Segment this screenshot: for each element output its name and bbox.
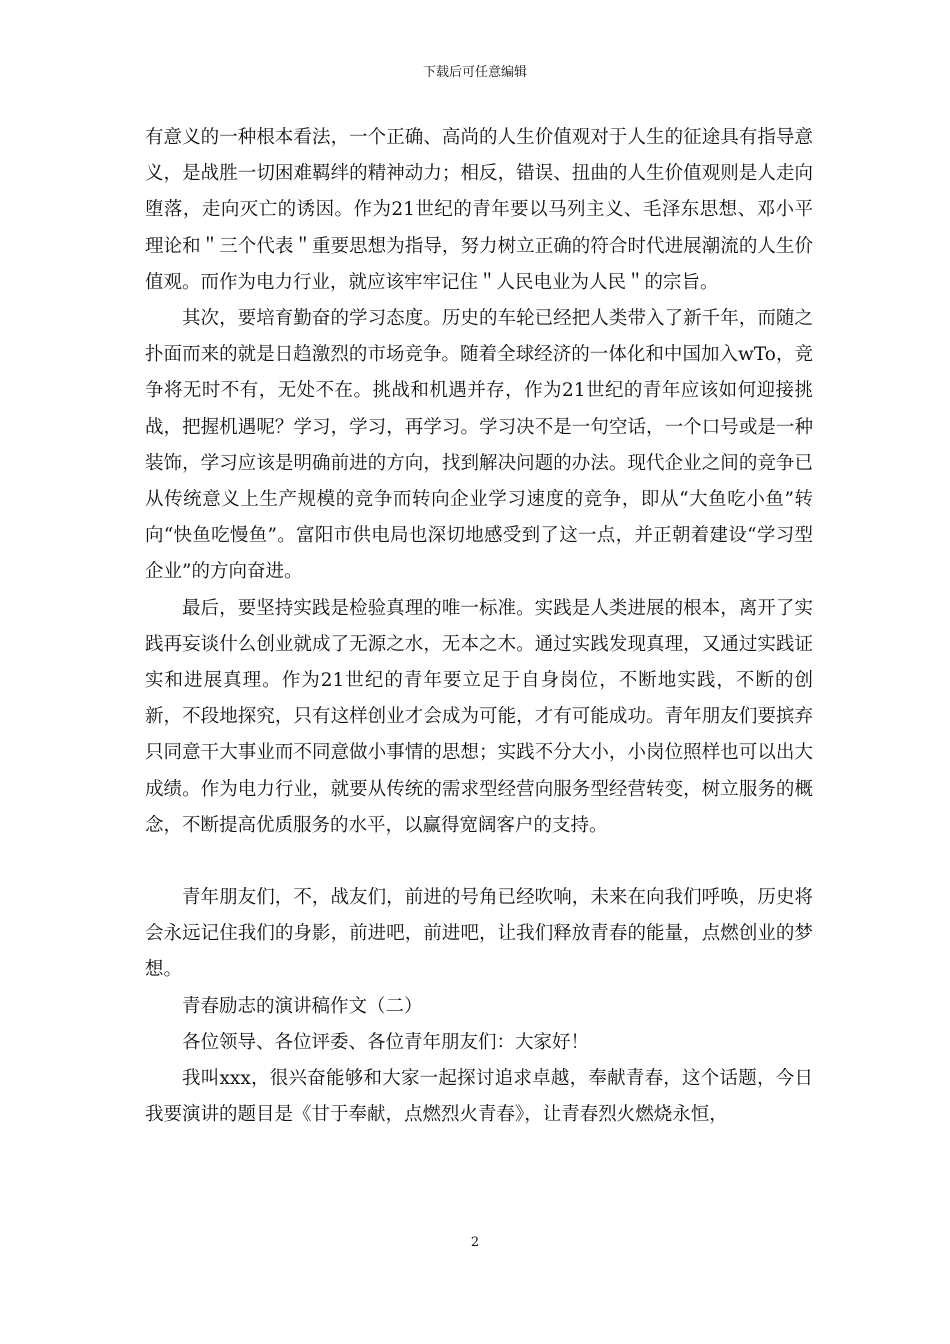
paragraph-closing: 青年朋友们，不，战友们，前进的号角已经吹响，未来在向我们呼唤，历史将会永远记住我们的身影，前进吧，前进吧，让我们释放青春的能量，点燃创业的梦想。 — [145, 887, 813, 981]
paragraph-practice: 最后，要坚持实践是检验真理的唯一标准。实践是人类进展的根本，离开了实践再妄谈什么创业就成了无源之水，无本之木。通过实践发现真理，又通过实践证实和进展真理。作为21世纪的青年要立足于自身岗位，不断地实践，不断的创新，不段地探究，只有这样创业才会成为可能，才有可能成功。青年朋友们要摈弃只同意干大事业而不同意做小事情的思想；实践不分大小，小岗位照样也可以出大成绩。作为电力行业，就要从传统的需求型经营向服务型经营转变，树立服务的概念，不断提高优质服务的水平，以赢得宽阔客户的支持。 — [145, 597, 813, 836]
section-title: 青春励志的演讲稿作文（二） — [182, 995, 423, 1017]
paragraph-intro: 我叫xxx，很兴奋能够和大家一起探讨追求卓越，奉献青春，这个话题，今日我要演讲的题目是《甘于奉献，点燃烈火青春》，让青春烈火燃烧永恒， — [145, 1068, 813, 1126]
paragraph-spacer — [145, 844, 813, 880]
page-header: 下载后可任意编辑 — [422, 65, 527, 80]
salutation: 各位领导、各位评委、各位青年朋友们：大家好！ — [182, 1031, 590, 1053]
page-number: 2 — [470, 1235, 480, 1250]
paragraph-study: 其次，要培育勤奋的学习态度。历史的车轮已经把人类带入了新千年，而随之扑面而来的就是日趋激烈的市场竞争。随着全球经济的一体化和中国加入wTo，竞争将无时不有，无处不在。挑战和机遇并存，作为21世纪的青年应该如何迎接挑战，把握机遇呢？学习，学习，再学习。学习决不是一句空话，一个口号或是一种装饰，学习应该是明确前进的方向，找到解决问题的办法。现代企业之间的竞争已从传统意义上生产规模的竞争而转向企业学习速度的竞争，即从“大鱼吃小鱼”转向“快鱼吃慢鱼”。富阳市供电局也深切地感受到了这一点，并正朝着建设“学习型企业”的方向奋进。 — [145, 308, 813, 583]
paragraph-values: 有意义的一种根本看法，一个正确、高尚的人生价值观对于人生的征途具有指导意义，是战胜一切困难羁绊的精神动力；相反，错误、扭曲的人生价值观则是人走向堕落，走向灭亡的诱因。作为21世纪的青年要以马列主义、毛泽东思想、邓小平理论和＂三个代表＂重要思想为指导，努力树立正确的符合时代进展潮流的人生价值观。而作为电力行业，就应该牢牢记住＂人民电业为人民＂的宗旨。 — [145, 127, 813, 293]
document-body — [145, 120, 813, 1133]
